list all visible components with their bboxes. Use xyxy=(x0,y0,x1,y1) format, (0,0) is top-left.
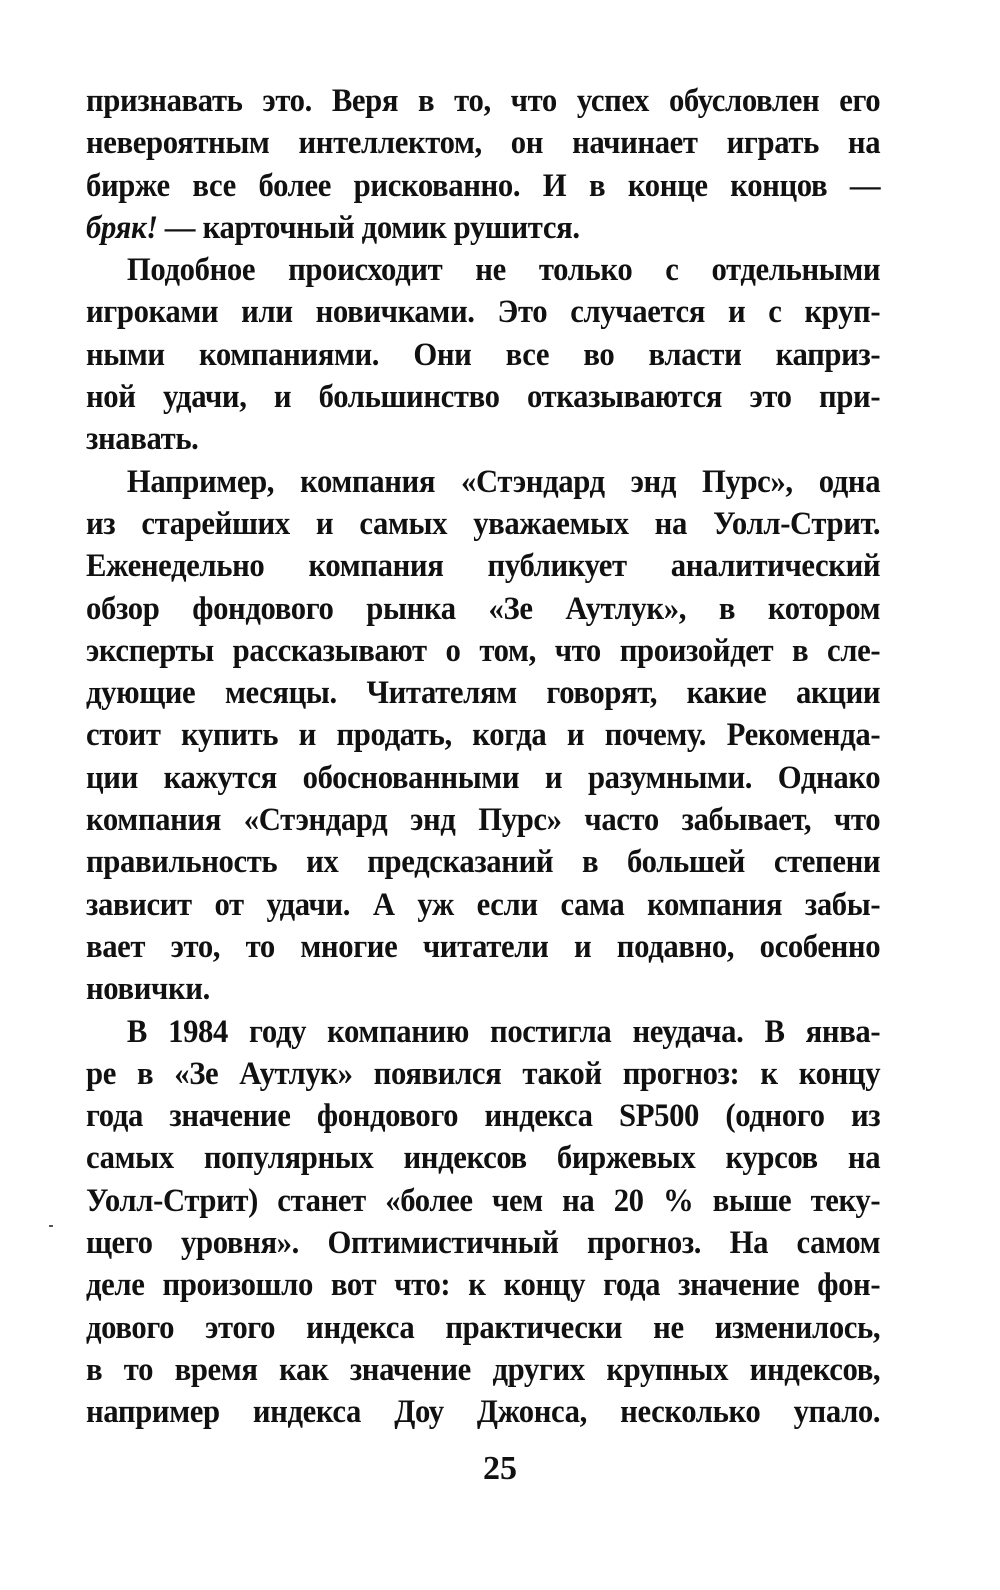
text-line: например индекса Доу Джонса, несколько упало. xyxy=(86,1394,881,1431)
text-line: признавать это. Веря в то, что успех обусловлен его xyxy=(86,83,881,119)
paragraph-2 xyxy=(86,249,880,460)
page-number: 25 xyxy=(483,1450,517,1487)
text-line: невероятным интеллектом, он начинает играть на xyxy=(86,125,881,162)
text-segment: карточный домик рушится. xyxy=(202,209,580,246)
text-line: из старейших и самых уважаемых на Уолл-Стрит. xyxy=(86,505,881,542)
text-line: Подобное происходит не только с отдельными xyxy=(126,252,881,289)
scan-artifact xyxy=(49,1225,53,1227)
text-line: щего уровня». Оптимистичный прогноз. На самом xyxy=(86,1225,881,1262)
text-line: ре в «Зе Аутлук» появился такой прогноз: к концу xyxy=(86,1055,881,1092)
text-line: в то время как значение других крупных индексов, xyxy=(86,1351,881,1388)
text-line: эксперты рассказывают о том, что произойдет в сле- xyxy=(86,632,881,669)
text-line: Например, компания «Стэндард энд Пурс», одна xyxy=(126,463,881,500)
text-line: знавать. xyxy=(86,421,199,458)
text-line: игроками или новичками. Это случается и с круп- xyxy=(86,294,881,331)
text-line: компания «Стэндард энд Пурс» часто забывает, что xyxy=(86,802,881,839)
book-page-text xyxy=(86,80,880,1434)
text-line: зависит от удачи. А уж если сама компания забы- xyxy=(86,886,881,923)
text-line: Еженедельно компания публикует аналитический xyxy=(86,548,881,585)
text-line: ной удачи, и большинство отказываются это при- xyxy=(86,379,881,416)
text-line: бирже все более рискованно. И в конце концов — xyxy=(86,167,881,204)
text-line: новички. xyxy=(86,971,210,1008)
text-line: года значение фондового индекса SP500 (одного из xyxy=(86,1098,881,1135)
paragraph-1 xyxy=(86,80,880,249)
text-line: деле произошло вот что: к концу года значение фон- xyxy=(86,1267,881,1304)
text-line: ции кажутся обоснованными и разумными. Однако xyxy=(86,759,881,796)
text-line: самых популярных индексов биржевых курсов на xyxy=(86,1140,881,1177)
text-line: обзор фондового рынка «Зе Аутлук», в котором xyxy=(86,590,881,627)
emphasized-text: бряк! — xyxy=(86,209,203,246)
text-line: правильность их предсказаний в большей степени xyxy=(86,844,881,881)
text-line: В 1984 году компанию постигла неудача. В янва- xyxy=(126,1013,881,1050)
text-line: дующие месяцы. Читателям говорят, какие акции xyxy=(86,675,881,712)
text-line: ными компаниями. Они все во власти каприз- xyxy=(86,336,881,373)
paragraph-3 xyxy=(86,461,880,1011)
paragraph-4 xyxy=(86,1011,880,1434)
text-line xyxy=(86,207,880,249)
text-line: Уолл-Стрит) станет «более чем на 20 % выше теку- xyxy=(86,1182,881,1219)
text-line: дового этого индекса практически не изменилось, xyxy=(86,1309,881,1346)
text-line: вает это, то многие читатели и подавно, особенно xyxy=(86,928,881,965)
text-line: стоит купить и продать, когда и почему. Рекоменда- xyxy=(86,717,881,754)
